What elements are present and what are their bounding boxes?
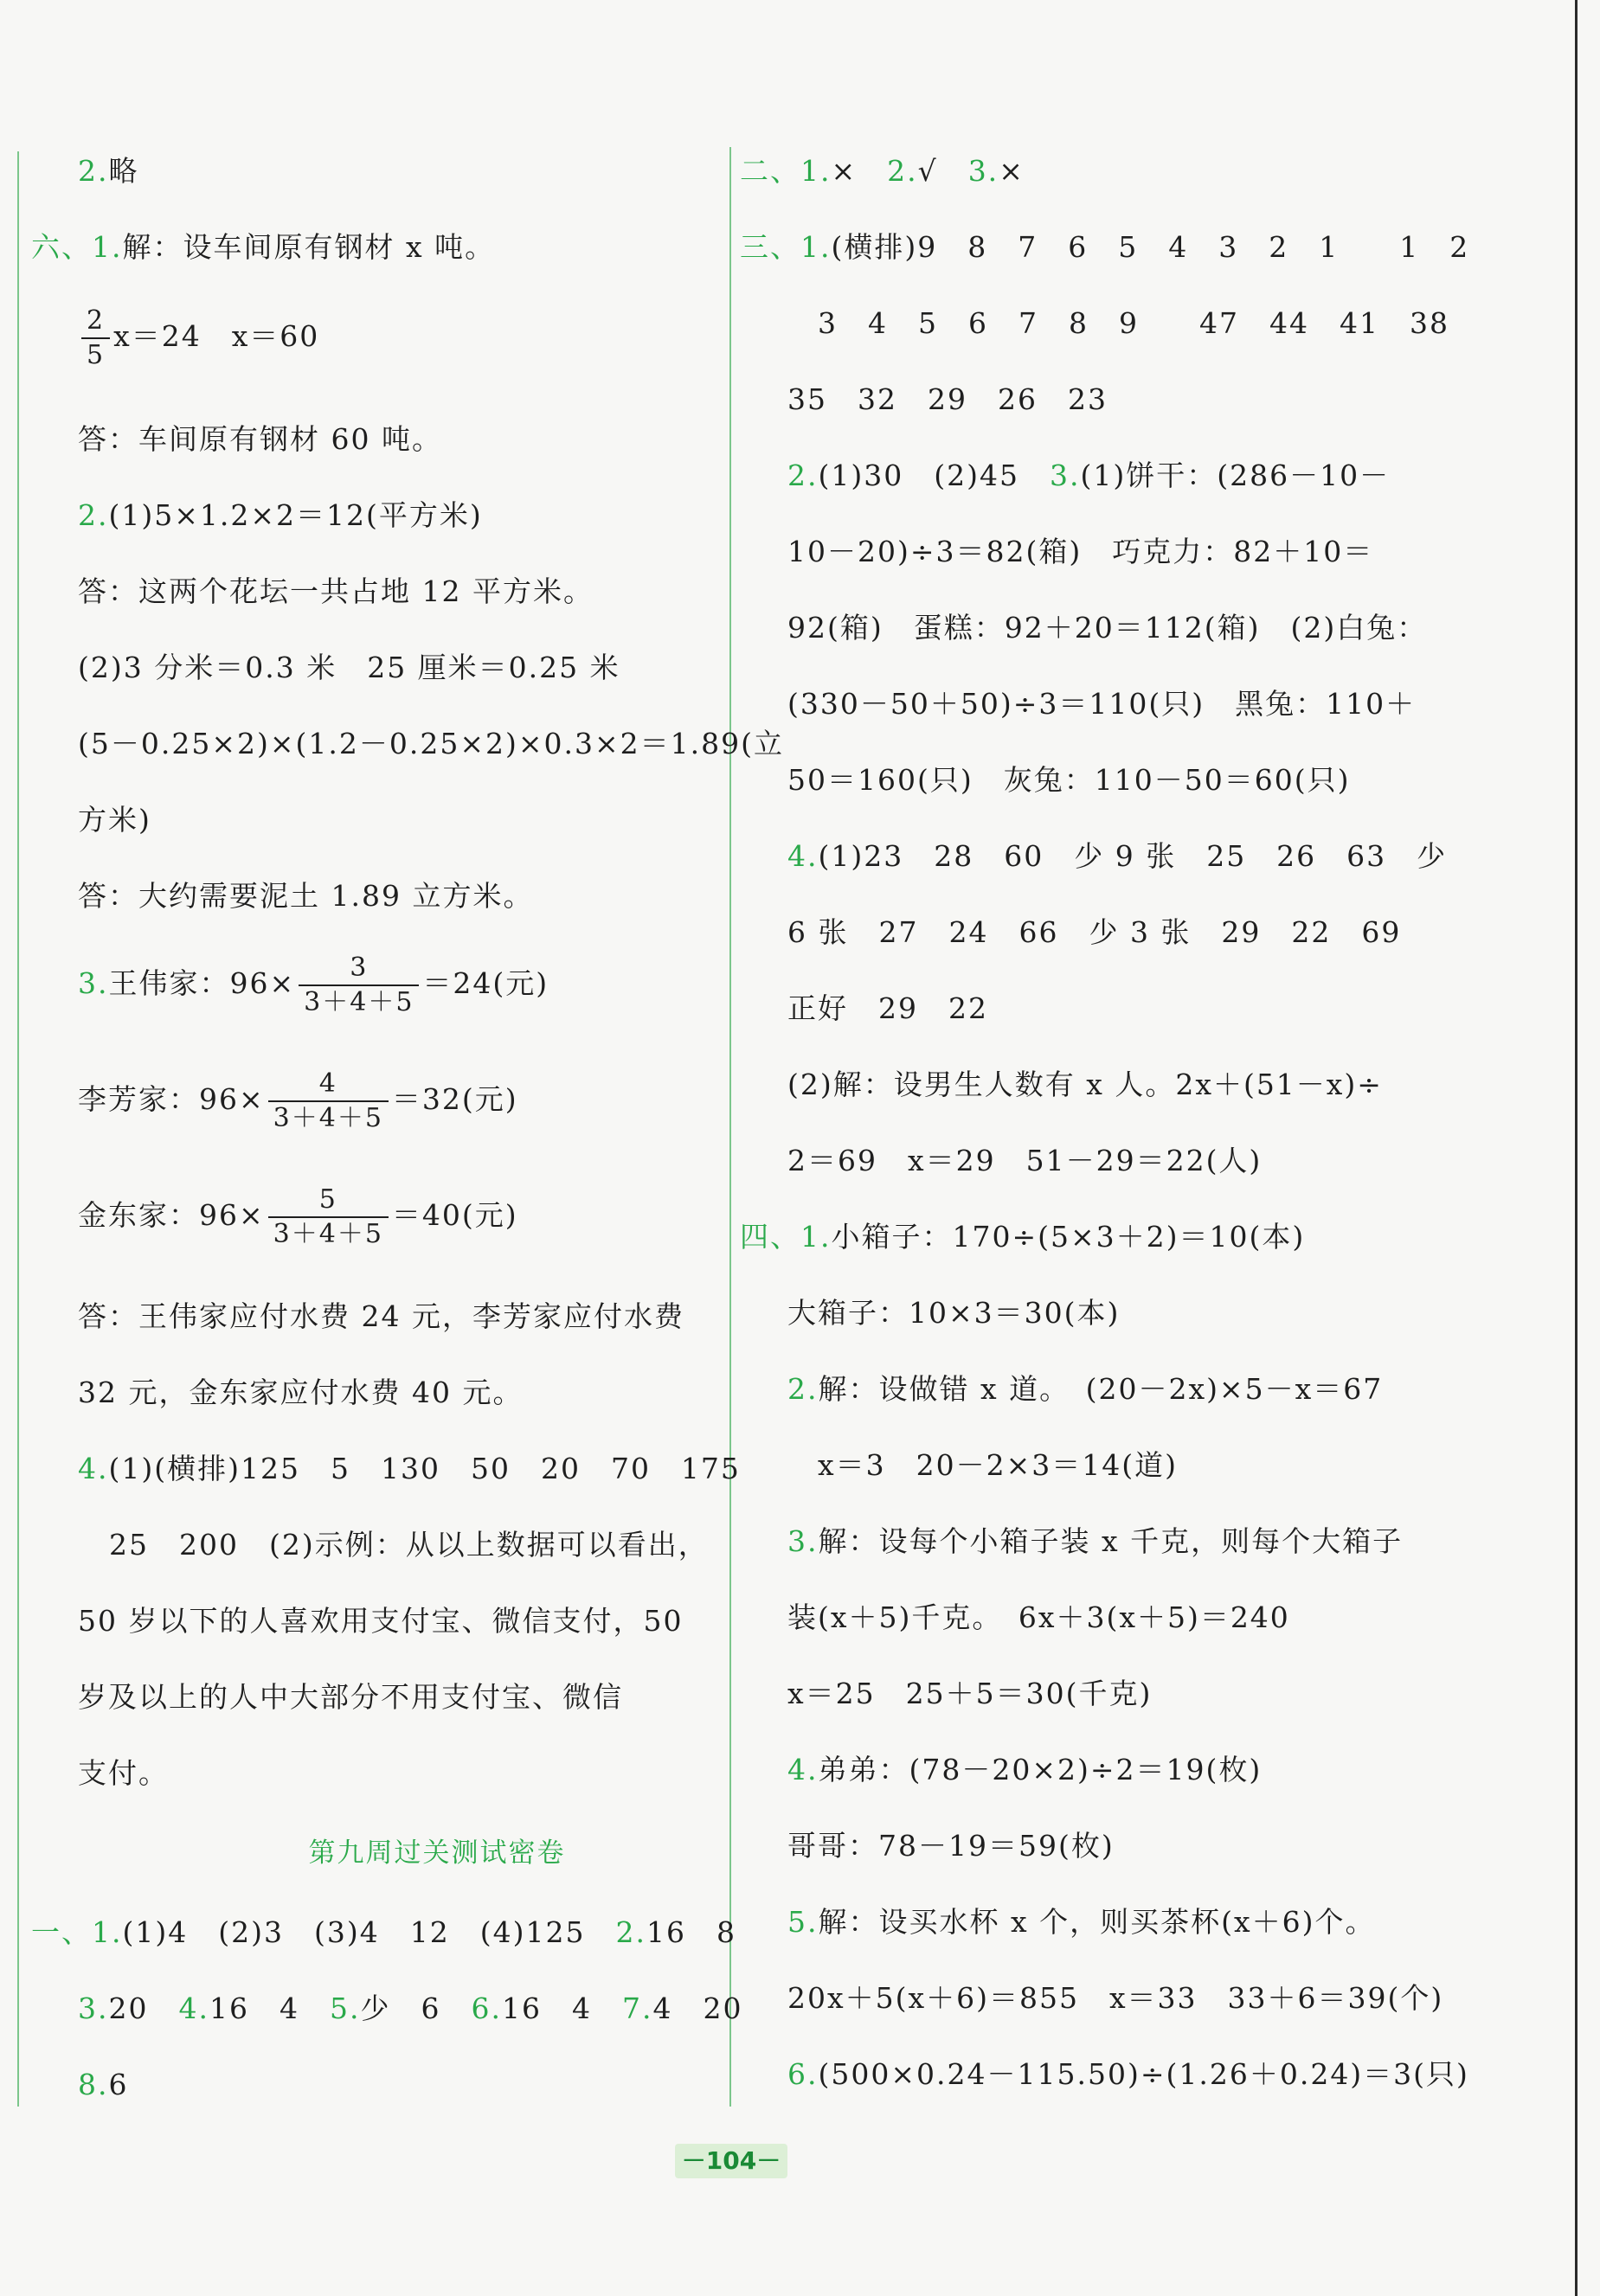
answer-line: x＝3 20－2×3＝14(道) bbox=[818, 1448, 1178, 1482]
answer-line: 10－20)÷3＝82(箱) 巧克力：82＋10＝ bbox=[787, 535, 1374, 568]
answer-line: 哥哥：78－19＝59(枚) bbox=[787, 1829, 1115, 1863]
left-margin-rule bbox=[17, 151, 19, 2107]
answer-line: 3 4 5 6 7 8 9 47 44 41 38 bbox=[818, 306, 1449, 340]
answer-line: 岁及以上的人中大部分不用支付宝、微信 bbox=[78, 1680, 623, 1714]
answer-line: 三、1.(横排)9 8 7 6 5 4 3 2 1 1 2 bbox=[740, 230, 1470, 264]
answer-line: 32 元，金东家应付水费 40 元。 bbox=[78, 1376, 524, 1409]
answer-line: 大箱子：10×3＝30(本) bbox=[787, 1296, 1121, 1330]
answer-line: 答：大约需要泥土 1.89 立方米。 bbox=[78, 879, 534, 913]
answer-line: 3.解：设每个小箱子装 x 千克，则每个大箱子 bbox=[787, 1524, 1404, 1558]
answer-line: 答：这两个花坛一共占地 12 平方米。 bbox=[78, 574, 594, 608]
section-title: 第九周过关测试密卷 bbox=[308, 1837, 566, 1869]
answer-line: 支付。 bbox=[78, 1756, 169, 1790]
answer-line: 4.弟弟：(78－20×2)÷2＝19(枚) bbox=[787, 1753, 1263, 1786]
column-divider bbox=[729, 147, 731, 2107]
answer-line: 正好 29 22 bbox=[787, 991, 988, 1025]
answer-line: 2.略 bbox=[78, 154, 139, 188]
fraction: $\frac{3}{3+4+5}$ bbox=[299, 952, 419, 1019]
fraction: $\frac{2}{5}$ bbox=[81, 305, 110, 372]
answer-line: 50 岁以下的人喜欢用支付宝、微信支付，50 bbox=[78, 1604, 684, 1638]
equation-line: 李芳家：96× $\frac{4}{3+4+5}$ ＝32(元) bbox=[78, 1068, 518, 1133]
answer-line: 六、1.解：设车间原有钢材 x 吨。 bbox=[31, 230, 496, 264]
answer-line: (330－50＋50)÷3＝110(只) 黑兔：110＋ bbox=[787, 687, 1417, 721]
answer-line: 50＝160(只) 灰兔：110－50＝60(只) bbox=[787, 763, 1351, 797]
answer-line: 一、1.(1)4 (2)3 (3)4 12 (4)125 2.16 8 bbox=[31, 1915, 736, 1949]
answer-line: 20x＋5(x＋6)＝855 x＝33 33＋6＝39(个) bbox=[787, 1981, 1444, 2015]
answer-line: 装(x＋5)千克。 6x＋3(x＋5)＝240 bbox=[787, 1600, 1290, 1634]
fraction: $\frac{5}{3+4+5}$ bbox=[268, 1183, 389, 1251]
page-number: －104－ bbox=[675, 2144, 787, 2178]
answer-line: 25 200 (2)示例：从以上数据可以看出， bbox=[109, 1528, 709, 1562]
answer-line: 6.(500×0.24－115.50)÷(1.26＋0.24)＝3(只) bbox=[787, 2057, 1469, 2091]
answer-line: 2.解：设做错 x 道。 (20－2x)×5－x＝67 bbox=[787, 1372, 1384, 1406]
answer-line: (2)3 分米＝0.3 米 25 厘米＝0.25 米 bbox=[78, 651, 620, 684]
answer-line: 6 张 27 24 66 少 3 张 29 22 69 bbox=[787, 915, 1402, 949]
answer-line: 35 32 29 26 23 bbox=[787, 382, 1108, 416]
answer-line: (2)解：设男生人数有 x 人。2x＋(51－x)÷ bbox=[787, 1068, 1383, 1101]
answer-line: 5.解：设买水杯 x 个，则买茶杯(x＋6)个。 bbox=[787, 1905, 1376, 1939]
answer-line: 2.(1)5×1.2×2＝12(平方米) bbox=[78, 498, 483, 532]
equation-line: 3.王伟家：96× $\frac{3}{3+4+5}$ ＝24(元) bbox=[78, 952, 549, 1017]
answer-line: 2.(1)30 (2)45 3.(1)饼干：(286－10－ bbox=[787, 459, 1391, 492]
answer-line: 4.(1)(横排)125 5 130 50 20 70 175 bbox=[78, 1452, 741, 1485]
answer-line: 答：车间原有钢材 60 吨。 bbox=[78, 422, 442, 456]
answer-line: 2＝69 x＝29 51－29＝22(人) bbox=[787, 1144, 1263, 1177]
fraction: $\frac{4}{3+4+5}$ bbox=[268, 1068, 389, 1135]
answer-line: 3.20 4.16 4 5.少 6 6.16 4 7.4 20 bbox=[78, 1991, 743, 2025]
answer-line: x＝25 25＋5＝30(千克) bbox=[787, 1677, 1153, 1710]
answer-line: 二、1.× 2.√ 3.× bbox=[740, 154, 1025, 188]
equation-line: $\frac{2}{5}$ x＝24 x＝60 bbox=[78, 305, 319, 372]
answer-line: (5－0.25×2)×(1.2－0.25×2)×0.3×2＝1.89(立 bbox=[78, 727, 784, 760]
answer-line: 答：王伟家应付水费 24 元，李芳家应付水费 bbox=[78, 1299, 684, 1333]
answer-line: 4.(1)23 28 60 少 9 张 25 26 63 少 bbox=[787, 839, 1448, 873]
answer-line: 四、1.小箱子：170÷(5×3＋2)＝10(本) bbox=[740, 1220, 1306, 1254]
answer-line: 8.6 bbox=[78, 2068, 129, 2101]
page-edge bbox=[1575, 0, 1578, 2296]
answer-line: 92(箱) 蛋糕：92＋20＝112(箱) (2)白兔： bbox=[787, 611, 1428, 645]
answer-line: 方米) bbox=[78, 803, 151, 837]
equation-line: 金东家：96× $\frac{5}{3+4+5}$ ＝40(元) bbox=[78, 1184, 518, 1249]
